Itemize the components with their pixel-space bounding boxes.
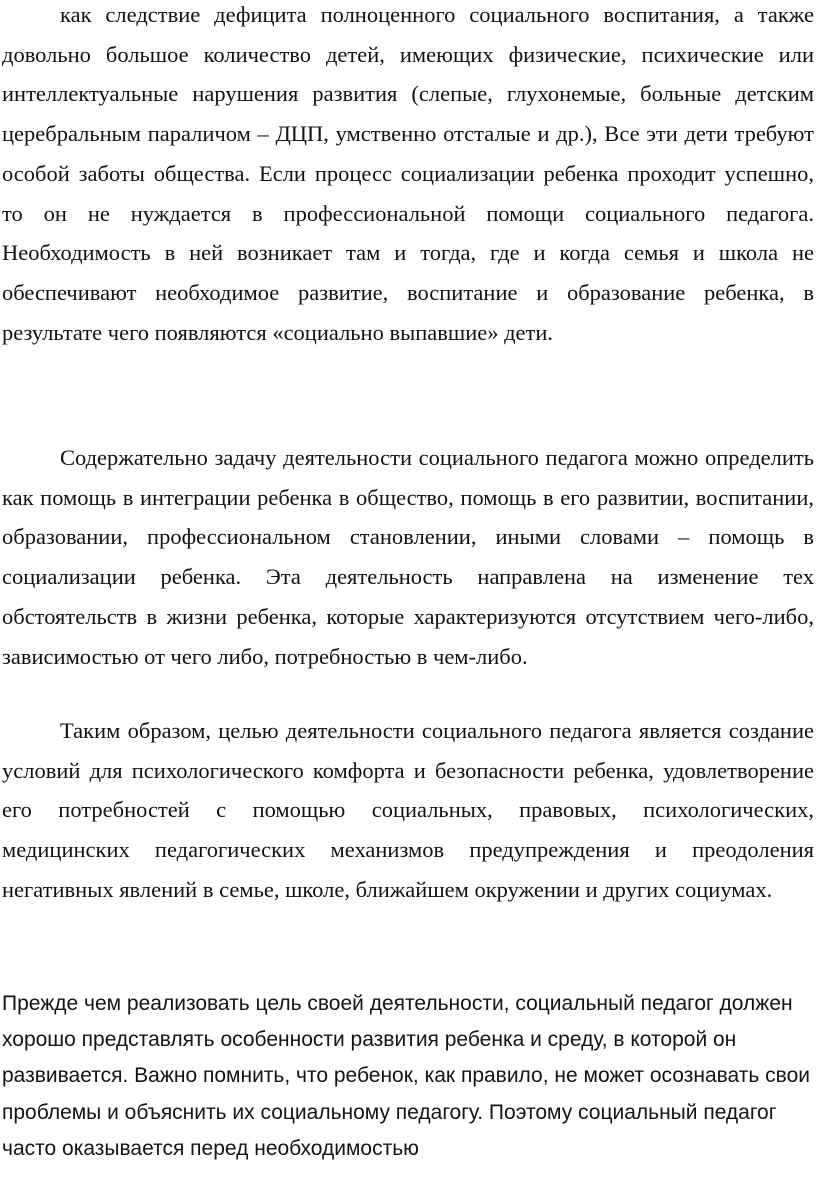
paragraph-continuation: как следствие дефицита полноценного социального воспитания, а также довольно большое количество детей, имеющих физические, психические или интеллектуальные нарушения развития (слепые, глухонемые, больные детским церебральным параличом – ДЦП, умственно отсталые и др.), Все эти дети требуют особой заботы общества. Если процесс социализации ребенка проходит успешно, то он не нуждается в профессиональной помощи социального педагога. Необходимость в ней возникает там и тогда, где и когда семья и школа не обеспечивают необходимое развитие, воспитание и образование ребенка, в результате чего появляются «социально выпавшие» дети. bbox=[2, 2, 814, 345]
paragraph-preconditions: Прежде чем реализовать цель своей деятельности, социальный педагог должен хорошо представлять особенности развития ребенка и среду, в которой он развивается. Важно помнить, что ребенок, как правило, не может осознавать свои проблемы и объяснить их социальному педагогу. Поэтому социальный педагог часто оказывается перед необходимостью bbox=[2, 992, 810, 1160]
paragraph-task-definition: Содержательно задачу деятельности социального педагога можно определить как помощь в интеграции ребенка в общество, помощь в его развитии, воспитании, образовании, профессиональном становлении, иными словами – помощь в социализации ребенка. Эта деятельность направлена на изменение тех обстоятельств в жизни ребенка, которые характеризуются отсутствием чего-либо, зависимостью от чего либо, потребностью в чем-либо. bbox=[2, 445, 814, 669]
paragraph-goal: Таким образом, целью деятельности социального педагога является создание условий для психологического комфорта и безопасности ребенка, удовлетворение его потребностей с помощью социальных, правовых, психологических, медицинских педагогических механизмов предупреждения и преодоления негативных явлений в семье, школе, ближайшем окружении и других социумах. bbox=[2, 718, 814, 902]
